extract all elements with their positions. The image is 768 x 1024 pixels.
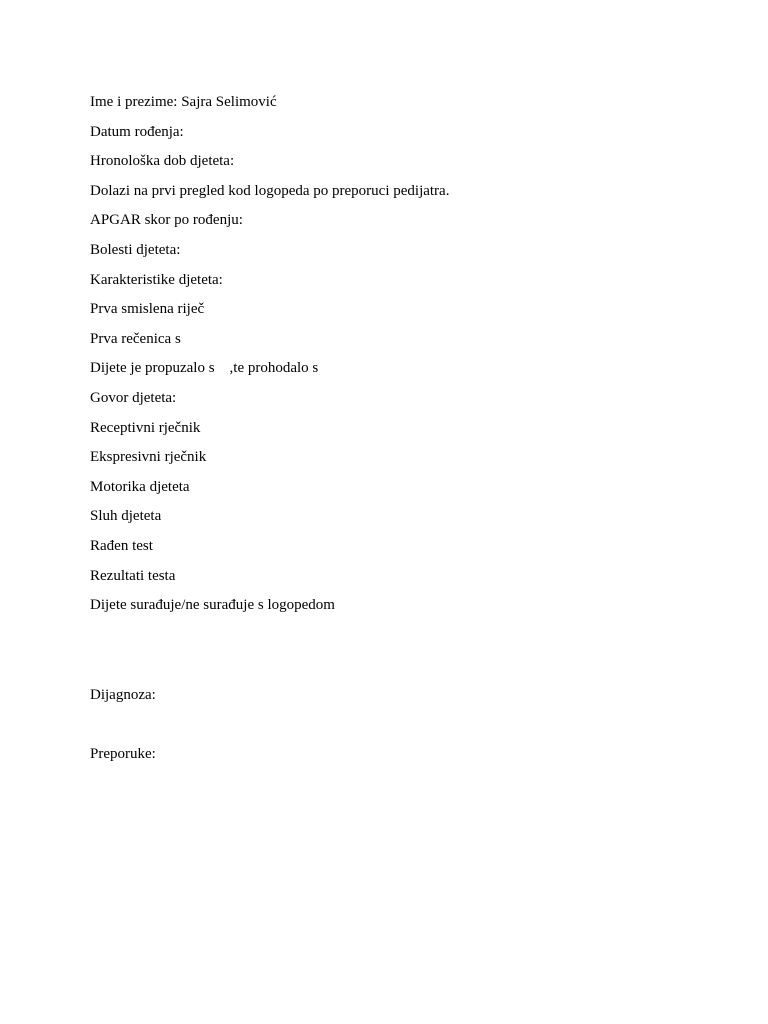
field-chronological-age: Hronološka dob djeteta: bbox=[90, 153, 235, 170]
field-illnesses: Bolesti djeteta: bbox=[90, 241, 181, 258]
field-first-sentence: Prva rečenica s bbox=[90, 330, 181, 347]
field-crawling-walking: Dijete je propuzalo s ,te prohodalo s bbox=[90, 360, 319, 377]
field-apgar-score: APGAR skor po rođenju: bbox=[90, 212, 243, 229]
field-birth-date: Datum rođenja: bbox=[90, 123, 184, 140]
field-test-done: Rađen test bbox=[90, 537, 153, 554]
diagnosis-label: Dijagnoza: bbox=[90, 686, 156, 703]
recommendations-label: Preporuke: bbox=[90, 746, 156, 763]
field-referral: Dolazi na prvi pregled kod logopeda po preporuci pedijatra. bbox=[90, 182, 450, 199]
field-name: Ime i prezime: Sajra Selimović bbox=[90, 94, 277, 110]
field-receptive-vocabulary: Receptivni rječnik bbox=[90, 419, 201, 436]
field-speech: Govor djeteta: bbox=[90, 389, 177, 406]
field-first-word: Prva smislena riječ bbox=[90, 301, 205, 318]
field-cooperation: Dijete surađuje/ne surađuje s logopedom bbox=[90, 597, 335, 614]
field-motor-skills: Motorika djeteta bbox=[90, 478, 190, 495]
field-hearing: Sluh djeteta bbox=[90, 508, 162, 525]
field-test-results: Rezultati testa bbox=[90, 567, 176, 584]
document-body bbox=[90, 92, 690, 774]
field-characteristics: Karakteristike djeteta: bbox=[90, 271, 223, 288]
field-expressive-vocabulary: Ekspresivni rječnik bbox=[90, 449, 207, 466]
